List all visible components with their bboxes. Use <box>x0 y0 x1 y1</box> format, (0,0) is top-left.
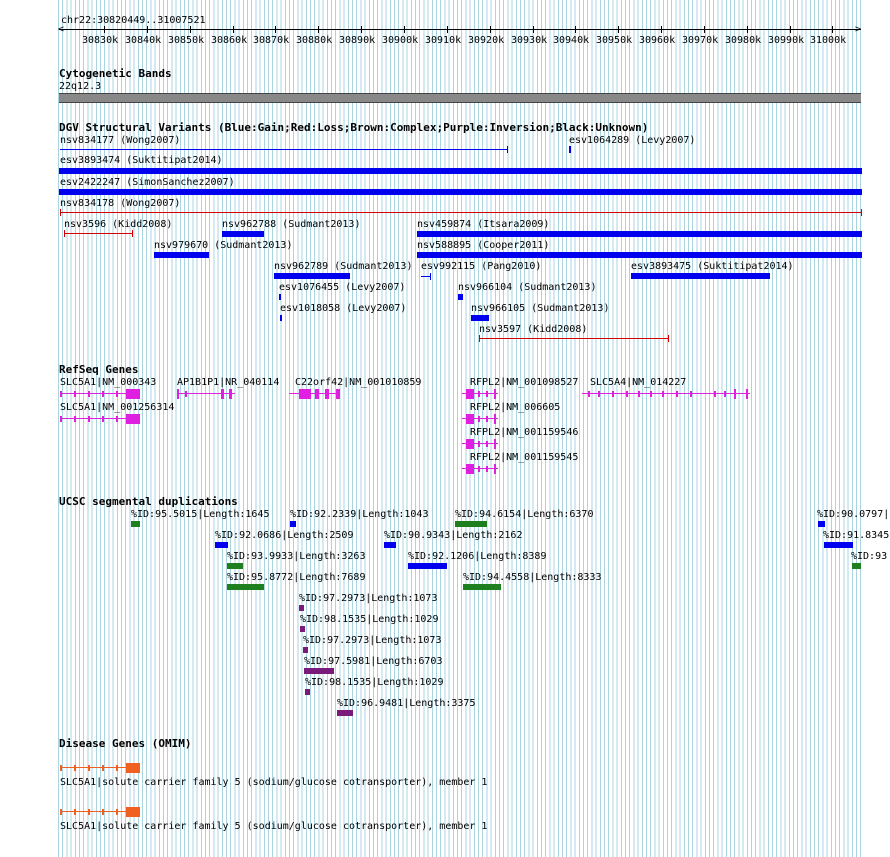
ruler-tick-label: 31000k <box>810 35 847 46</box>
ruler-tick-label: 30960k <box>639 35 676 46</box>
ruler-tick-label: 30860k <box>211 35 248 46</box>
ruler-position: chr22:30820449..31007521 <box>61 15 206 26</box>
ruler-tick-label: 30950k <box>596 35 633 46</box>
ruler-tick <box>104 26 105 33</box>
ruler-tick <box>318 26 319 33</box>
left-margin <box>0 0 58 857</box>
dgv-feature[interactable] <box>631 273 770 279</box>
dgv-label: esv3893474 (Suktitipat2014) <box>60 155 223 166</box>
dgv-feature[interactable] <box>569 146 571 153</box>
ruler-tick-label: 30940k <box>553 35 590 46</box>
dgv-feature[interactable] <box>60 212 862 213</box>
segdup-label: %ID:91.8345 <box>823 530 890 541</box>
gene-label: SLC5A1|NM_000343 <box>60 377 157 388</box>
segdup-feature[interactable] <box>408 563 447 569</box>
dgv-label: esv3893475 (Suktitipat2014) <box>631 261 794 272</box>
omim-gene-feature[interactable] <box>60 762 140 774</box>
segdup-label: %ID:96.9481|Length:3375 <box>337 698 476 709</box>
dgv-label: nsv3596 (Kidd2008) <box>64 219 173 230</box>
segdup-feature[interactable] <box>852 563 861 569</box>
ruler-tick <box>447 26 448 33</box>
segdup-feature[interactable] <box>305 689 310 695</box>
segdup-feature[interactable] <box>303 647 308 653</box>
gene-label: C22orf42|NM_001010859 <box>295 377 422 388</box>
dgv-feature[interactable] <box>222 231 264 237</box>
segdup-label: %ID:95.5015|Length:1645 <box>131 509 270 520</box>
ruler-tick <box>147 26 148 33</box>
dgv-feature[interactable] <box>417 252 862 258</box>
gene-feature[interactable] <box>462 388 498 400</box>
ruler-tick-label: 30990k <box>768 35 805 46</box>
ruler-tick <box>404 26 405 33</box>
dgv-label: nsv962789 (Sudmant2013) <box>274 261 413 272</box>
segdup-label: %ID:90.0797| <box>817 509 890 520</box>
dgv-label: nsv459874 (Itsara2009) <box>417 219 550 230</box>
dgv-label: nsv979670 (Sudmant2013) <box>154 240 293 251</box>
ruler-tick <box>190 26 191 33</box>
segdup-feature[interactable] <box>463 584 501 590</box>
segdup-feature[interactable] <box>300 626 305 632</box>
segdup-feature[interactable] <box>455 521 487 527</box>
ruler-tick <box>747 26 748 33</box>
dgv-feature[interactable] <box>421 276 431 277</box>
gene-label: RFPL2|NM_006605 <box>470 402 561 413</box>
dgv-label: nsv3597 (Kidd2008) <box>479 324 588 335</box>
dgv-label: nsv834177 (Wong2007) <box>60 135 181 146</box>
dgv-feature[interactable] <box>458 294 463 300</box>
dgv-label: esv1018058 (Levy2007) <box>280 303 407 314</box>
ruler-tick <box>661 26 662 33</box>
track-title-segdup: UCSC segmental duplications <box>59 495 238 508</box>
omim-label: SLC5A1|solute carrier family 5 (sodium/glucose cotransporter), member 1 <box>60 821 488 832</box>
dgv-feature[interactable] <box>60 149 508 150</box>
dgv-label: nsv966104 (Sudmant2013) <box>458 282 597 293</box>
segdup-feature[interactable] <box>304 668 334 674</box>
segdup-label: %ID:95.8772|Length:7689 <box>227 572 366 583</box>
ruler-tick <box>618 26 619 33</box>
ruler-tick-label: 30880k <box>296 35 333 46</box>
segdup-label: %ID:98.1535|Length:1029 <box>300 614 439 625</box>
segdup-feature[interactable] <box>818 521 825 527</box>
ruler-tick-label: 30930k <box>511 35 548 46</box>
gene-feature[interactable] <box>289 388 340 400</box>
gene-feature[interactable] <box>462 413 498 425</box>
ruler-tick-label: 30840k <box>125 35 162 46</box>
dgv-label: nsv834178 (Wong2007) <box>60 198 181 209</box>
ruler-arrow-left: < <box>58 24 65 35</box>
gene-feature[interactable] <box>582 388 750 400</box>
segdup-label: %ID:97.2973|Length:1073 <box>299 593 438 604</box>
gene-label: RFPL2|NM_001098527 <box>470 377 579 388</box>
dgv-feature[interactable] <box>154 252 209 258</box>
ruler-tick <box>575 26 576 33</box>
ruler-tick <box>361 26 362 33</box>
dgv-label: nsv966105 (Sudmant2013) <box>471 303 610 314</box>
gene-label: SLC5A4|NM_014227 <box>590 377 687 388</box>
segdup-feature[interactable] <box>227 563 243 569</box>
dgv-label: esv1064289 (Levy2007) <box>569 135 696 146</box>
segdup-label: %ID:97.2973|Length:1073 <box>303 635 442 646</box>
segdup-feature[interactable] <box>131 521 140 527</box>
gene-feature[interactable] <box>60 413 140 425</box>
ruler-tick <box>533 26 534 33</box>
segdup-label: %ID:92.1206|Length:8389 <box>408 551 547 562</box>
gene-label: RFPL2|NM_001159545 <box>470 452 579 463</box>
dgv-feature[interactable] <box>59 189 862 195</box>
segdup-label: %ID:93 <box>851 551 888 562</box>
track-title-omim: Disease Genes (OMIM) <box>59 737 192 750</box>
segdup-feature[interactable] <box>227 584 264 590</box>
gene-feature[interactable] <box>60 388 140 400</box>
ruler-tick-label: 30890k <box>339 35 376 46</box>
ruler-tick-label: 30920k <box>468 35 505 46</box>
dgv-feature[interactable] <box>274 273 350 279</box>
ruler-arrow-right: > <box>855 24 862 35</box>
dgv-feature[interactable] <box>479 338 669 339</box>
segdup-label: %ID:97.5981|Length:6703 <box>304 656 443 667</box>
dgv-label: esv2422247 (SimonSanchez2007) <box>60 177 235 188</box>
gene-feature[interactable] <box>177 388 235 400</box>
cyto-band-bar[interactable] <box>59 93 861 103</box>
omim-label: SLC5A1|solute carrier family 5 (sodium/glucose cotransporter), member 1 <box>60 777 488 788</box>
segdup-feature[interactable] <box>299 605 304 611</box>
ruler-tick-label: 30910k <box>425 35 462 46</box>
ruler-tick-label: 30970k <box>682 35 719 46</box>
ruler-tick <box>233 26 234 33</box>
right-margin <box>864 0 890 857</box>
ruler-tick <box>275 26 276 33</box>
dgv-feature[interactable] <box>280 315 282 321</box>
omim-gene-feature[interactable] <box>60 806 140 818</box>
segdup-feature[interactable] <box>824 542 853 548</box>
dgv-feature[interactable] <box>279 294 281 300</box>
segdup-label: %ID:90.9343|Length:2162 <box>384 530 523 541</box>
ruler-tick <box>490 26 491 33</box>
ruler-tick-label: 30900k <box>382 35 419 46</box>
ruler-tick <box>790 26 791 33</box>
ruler-tick-label: 30830k <box>82 35 119 46</box>
dgv-label: esv992115 (Pang2010) <box>421 261 542 272</box>
segdup-feature[interactable] <box>215 542 228 548</box>
segdup-feature[interactable] <box>290 521 296 527</box>
ruler-tick-label: 30870k <box>253 35 290 46</box>
dgv-feature[interactable] <box>59 168 862 174</box>
gene-label: SLC5A1|NM_001256314 <box>60 402 175 413</box>
segdup-feature[interactable] <box>337 710 353 716</box>
cyto-band-label: 22q12.3 <box>59 81 102 92</box>
segdup-label: %ID:92.2339|Length:1043 <box>290 509 429 520</box>
track-title-dgv: DGV Structural Variants (Blue:Gain;Red:Loss;Brown:Complex;Purple:Inversion;Black:Unknown) <box>59 121 649 134</box>
ruler-tick <box>832 26 833 33</box>
gene-label: RFPL2|NM_001159546 <box>470 427 579 438</box>
gene-label: AP1B1P1|NR_040114 <box>177 377 280 388</box>
segdup-label: %ID:98.1535|Length:1029 <box>305 677 444 688</box>
segdup-label: %ID:92.0686|Length:2509 <box>215 530 354 541</box>
dgv-label: nsv588895 (Cooper2011) <box>417 240 550 251</box>
segdup-label: %ID:93.9933|Length:3263 <box>227 551 366 562</box>
dgv-feature[interactable] <box>64 233 133 234</box>
ruler-tick-label: 30850k <box>168 35 205 46</box>
dgv-feature[interactable] <box>417 231 862 237</box>
segdup-label: %ID:94.4558|Length:8333 <box>463 572 602 583</box>
gene-feature[interactable] <box>462 463 498 475</box>
dgv-feature[interactable] <box>471 315 489 321</box>
ruler-tick <box>704 26 705 33</box>
dgv-label: nsv962788 (Sudmant2013) <box>222 219 361 230</box>
track-title-cytogenetic: Cytogenetic Bands <box>59 67 172 80</box>
ruler-line <box>59 29 861 30</box>
segdup-label: %ID:94.6154|Length:6370 <box>455 509 594 520</box>
ruler-tick-label: 30980k <box>725 35 762 46</box>
track-title-refseq: RefSeq Genes <box>59 363 139 376</box>
gene-feature[interactable] <box>462 438 498 450</box>
segdup-feature[interactable] <box>384 542 396 548</box>
dgv-label: esv1076455 (Levy2007) <box>279 282 406 293</box>
